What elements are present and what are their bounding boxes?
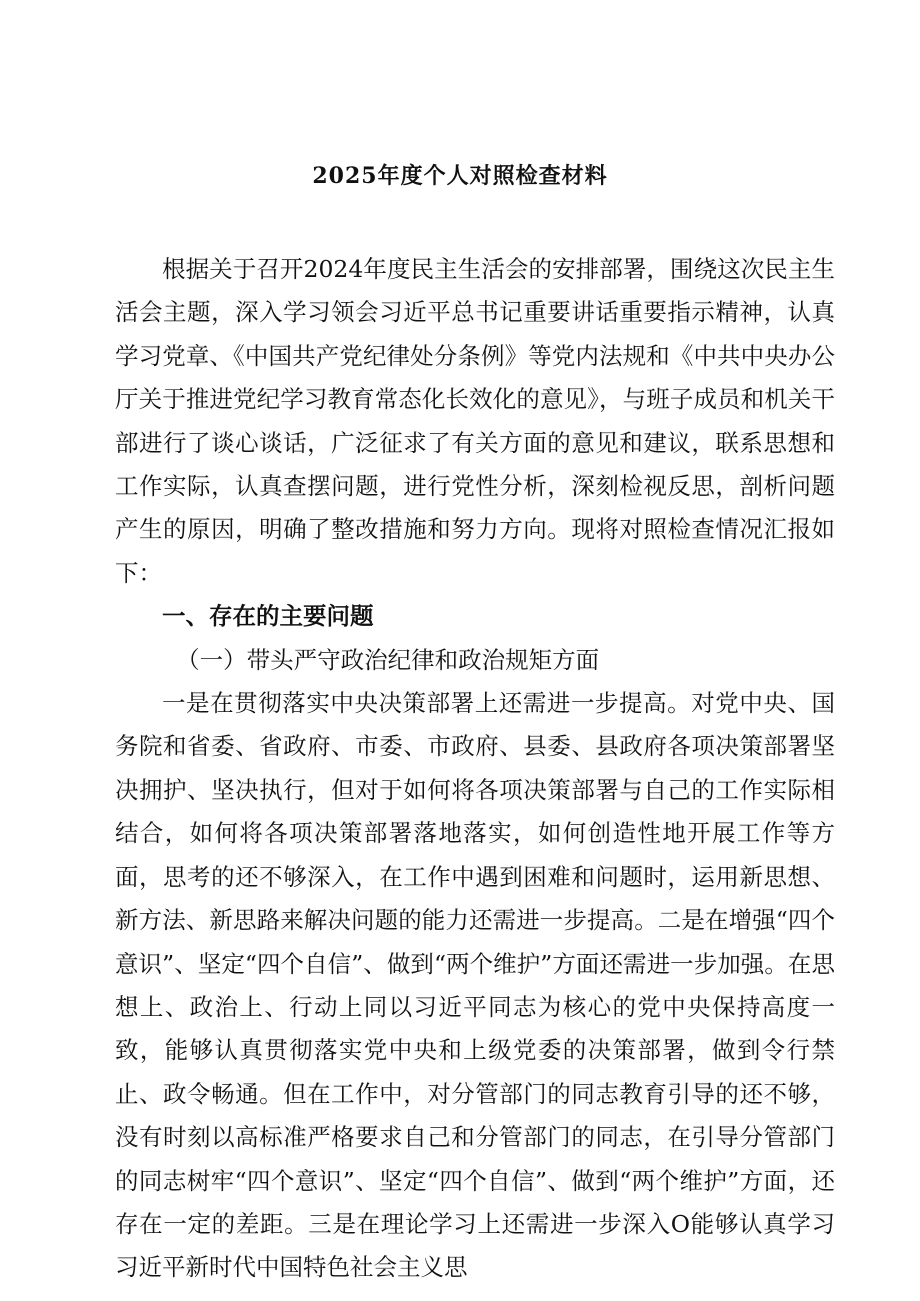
- subsection-body-paragraph: 一是在贯彻落实中央决策部署上还需进一步提高。对党中央、国务院和省委、省政府、市委、市政府、县委、县政府各项决策部署坚决拥护、坚决执行，但对于如何将各项决策部署与自己的工作实际相结合，如何将各项决策部署落地落实，如何创造性地开展工作等方面，思考的还不够深入，在工作中遇到困难和问题时，运用新思想、新方法、新思路来解决问题的能力还需进一步提高。二是在增强“四个意识”、坚定“四个自信”、做到“两个维护”方面还需进一步加强。在思想上、政治上、行动上同以习近平同志为核心的党中央保持高度一致，能够认真贯彻落实党中央和上级党委的决策部署，做到令行禁止、政令畅通。但在工作中，对分管部门的同志教育引导的还不够，没有时刻以高标准严格要求自己和分管部门的同志，在引导分管部门的同志树牢“四个意识”、坚定“四个自信”、做到“两个维护”方面，还存在一定的差距。三是在理论学习上还需进一步深入O能够认真学习习近平新时代中国特色社会主义思: [115, 689, 835, 1282]
- document-title: 2025年度个人对照检查材料: [312, 163, 608, 189]
- intro-paragraph: 根据关于召开2024年度民主生活会的安排部署，围绕这次民主生活会主题，深入学习领会习近平总书记重要讲话重要指示精神，认真学习党章、《中国共产党纪律处分条例》等党内法规和《中共中央办公厅关于推进党纪学习教育常态化长效化的意见》，与班子成员和机关干部进行了谈心谈话，广泛征求了有关方面的意见和建议，联系思想和工作实际，认真查摆问题，进行党性分析，深刻检视反思，剖析问题产生的原因，明确了整改措施和努力方向。现将对照检查情况汇报如下：: [115, 255, 835, 587]
- document-body: [115, 248, 835, 1290]
- subsection-heading-political-discipline: （一）带头严守政治纪律和政治规矩方面: [176, 645, 600, 674]
- section-heading-main-problems: 一、存在的主要问题: [162, 602, 374, 631]
